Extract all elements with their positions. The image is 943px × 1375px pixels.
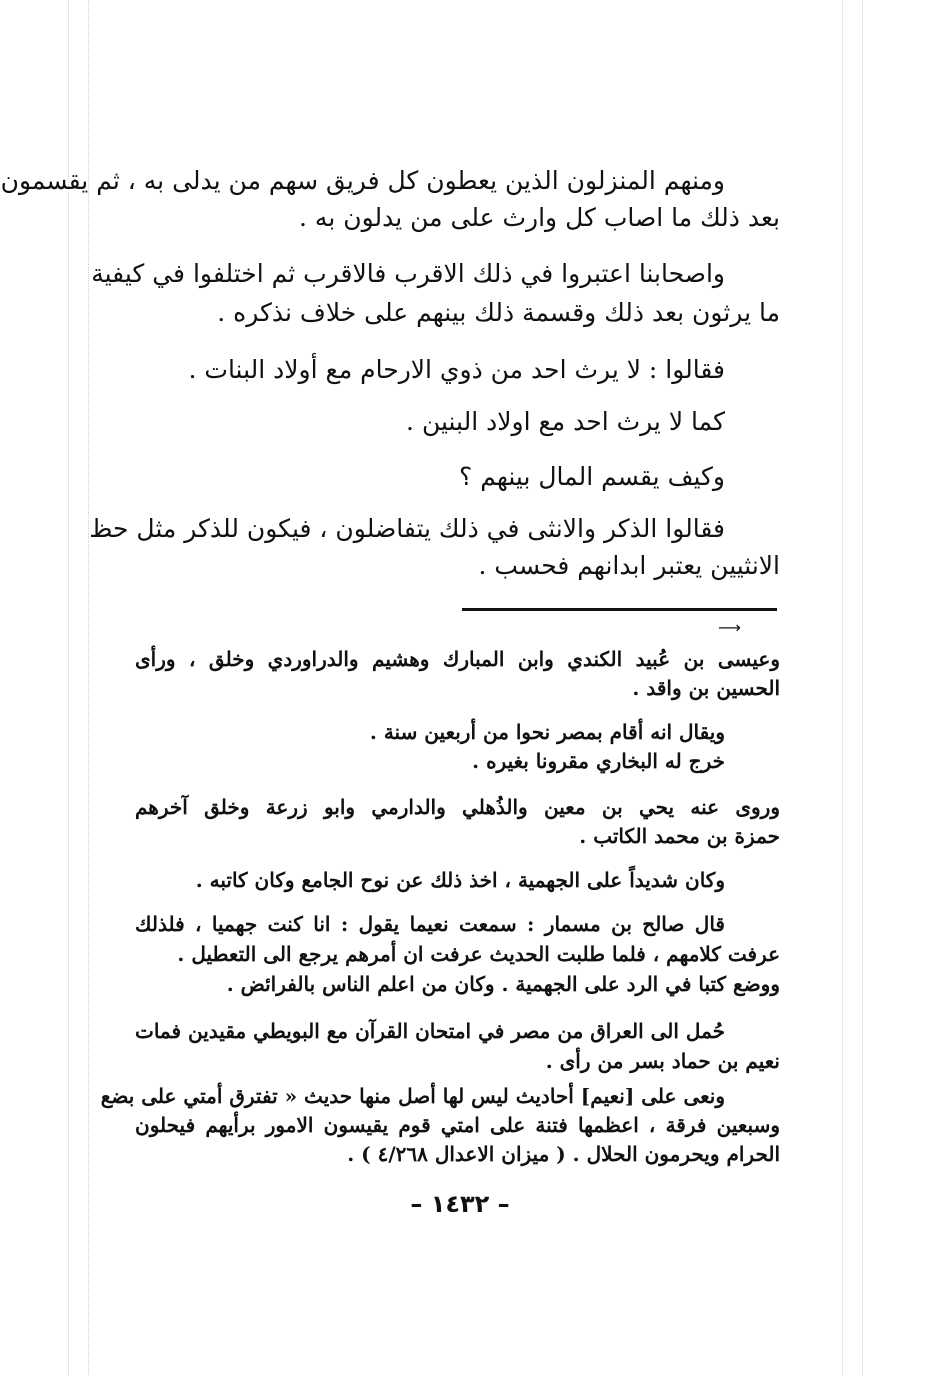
footnote-line: وعيسى بن عُبيد الكندي وابن المبارك وهشيم والدراوردي وخلق ، ورأى [135,647,780,671]
footnote-line: حمزة بن محمد الكاتب . [579,824,780,848]
footnote-line: قال صالح بن مسمار : سمعت نعيما يقول : انا كنت جهميا ، فلذلك [135,912,725,936]
margin-dotted-line [862,0,865,1375]
footnote-line: عرفت كلامهم ، فلما طلبت الحديث عرفت ان أمرهم يرجع الى التعطيل . [177,942,780,966]
main-text-line: الانثيين يعتبر ابدانهم فحسب . [478,551,780,580]
footnote-line: خرج له البخاري مقرونا بغيره . [472,749,725,773]
main-text-line: ومنهم المنزلون الذين يعطون كل فريق سهم من يدلى به ، ثم يقسمون [0,166,725,195]
footnote-line: ونعى على [نعيم] أحاديث ليس لها أصل منها حديث « تفترق أمتي على بضع [100,1084,725,1108]
footnote-line: الحسين بن واقد . [632,676,780,700]
footnote-separator [462,608,777,611]
footnote-line: وسبعين فرقة ، اعظمها فتنة على امتي قوم يقيسون الامور برأيهم فيحلون [135,1113,780,1137]
footnote-line: حُمل الى العراق من مصر في امتحان القرآن مع البويطي مقيدين فمات [135,1019,725,1043]
footnote-line: ويقال انه أقام بمصر نحوا من أربعين سنة . [369,720,725,744]
footnote-line: ووضع كتبا في الرد على الجهمية . وكان من اعلم الناس بالفرائض . [226,972,780,996]
main-text-line: فقالوا الذكر والانثى في ذلك يتفاضلون ، فيكون للذكر مثل حظ [89,514,725,543]
footnote-line: الحرام ويحرمون الحلال . ( ميزان الاعدال ٤/٢٦٨ ) . [347,1142,780,1166]
footnote-line: نعيم بن حماد بسر من رأى . [545,1049,780,1073]
margin-dotted-line [842,0,845,1375]
main-text-line: فقالوا : لا يرث احد من ذوي الارحام مع أولاد البنات . [188,355,725,384]
main-text-line: بعد ذلك ما اصاب كل وارث على من يدلون به . [299,203,780,232]
margin-dotted-line [68,0,71,1375]
footnote-line: وكان شديداً على الجهمية ، اخذ ذلك عن نوح الجامع وكان كاتبه . [195,868,725,892]
main-text-line: واصحابنا اعتبروا في ذلك الاقرب فالاقرب ثم اختلفوا في كيفية [91,259,725,288]
main-text-line: وكيف يقسم المال بينهم ؟ [458,462,725,491]
footnote-line: وروى عنه يحي بن معين والذُهلي والدارمي وابو زرعة وخلق آخرهم [135,795,780,819]
margin-dotted-line [88,0,91,1375]
footnote-arrow-icon: ⟶ [718,618,741,637]
main-text-line: ما يرثون بعد ذلك وقسمة ذلك بينهم على خلاف نذكره . [217,298,780,327]
main-text-line: كما لا يرث احد مع اولاد البنين . [406,407,725,436]
page-number: – ١٤٣٢ – [410,1190,510,1218]
